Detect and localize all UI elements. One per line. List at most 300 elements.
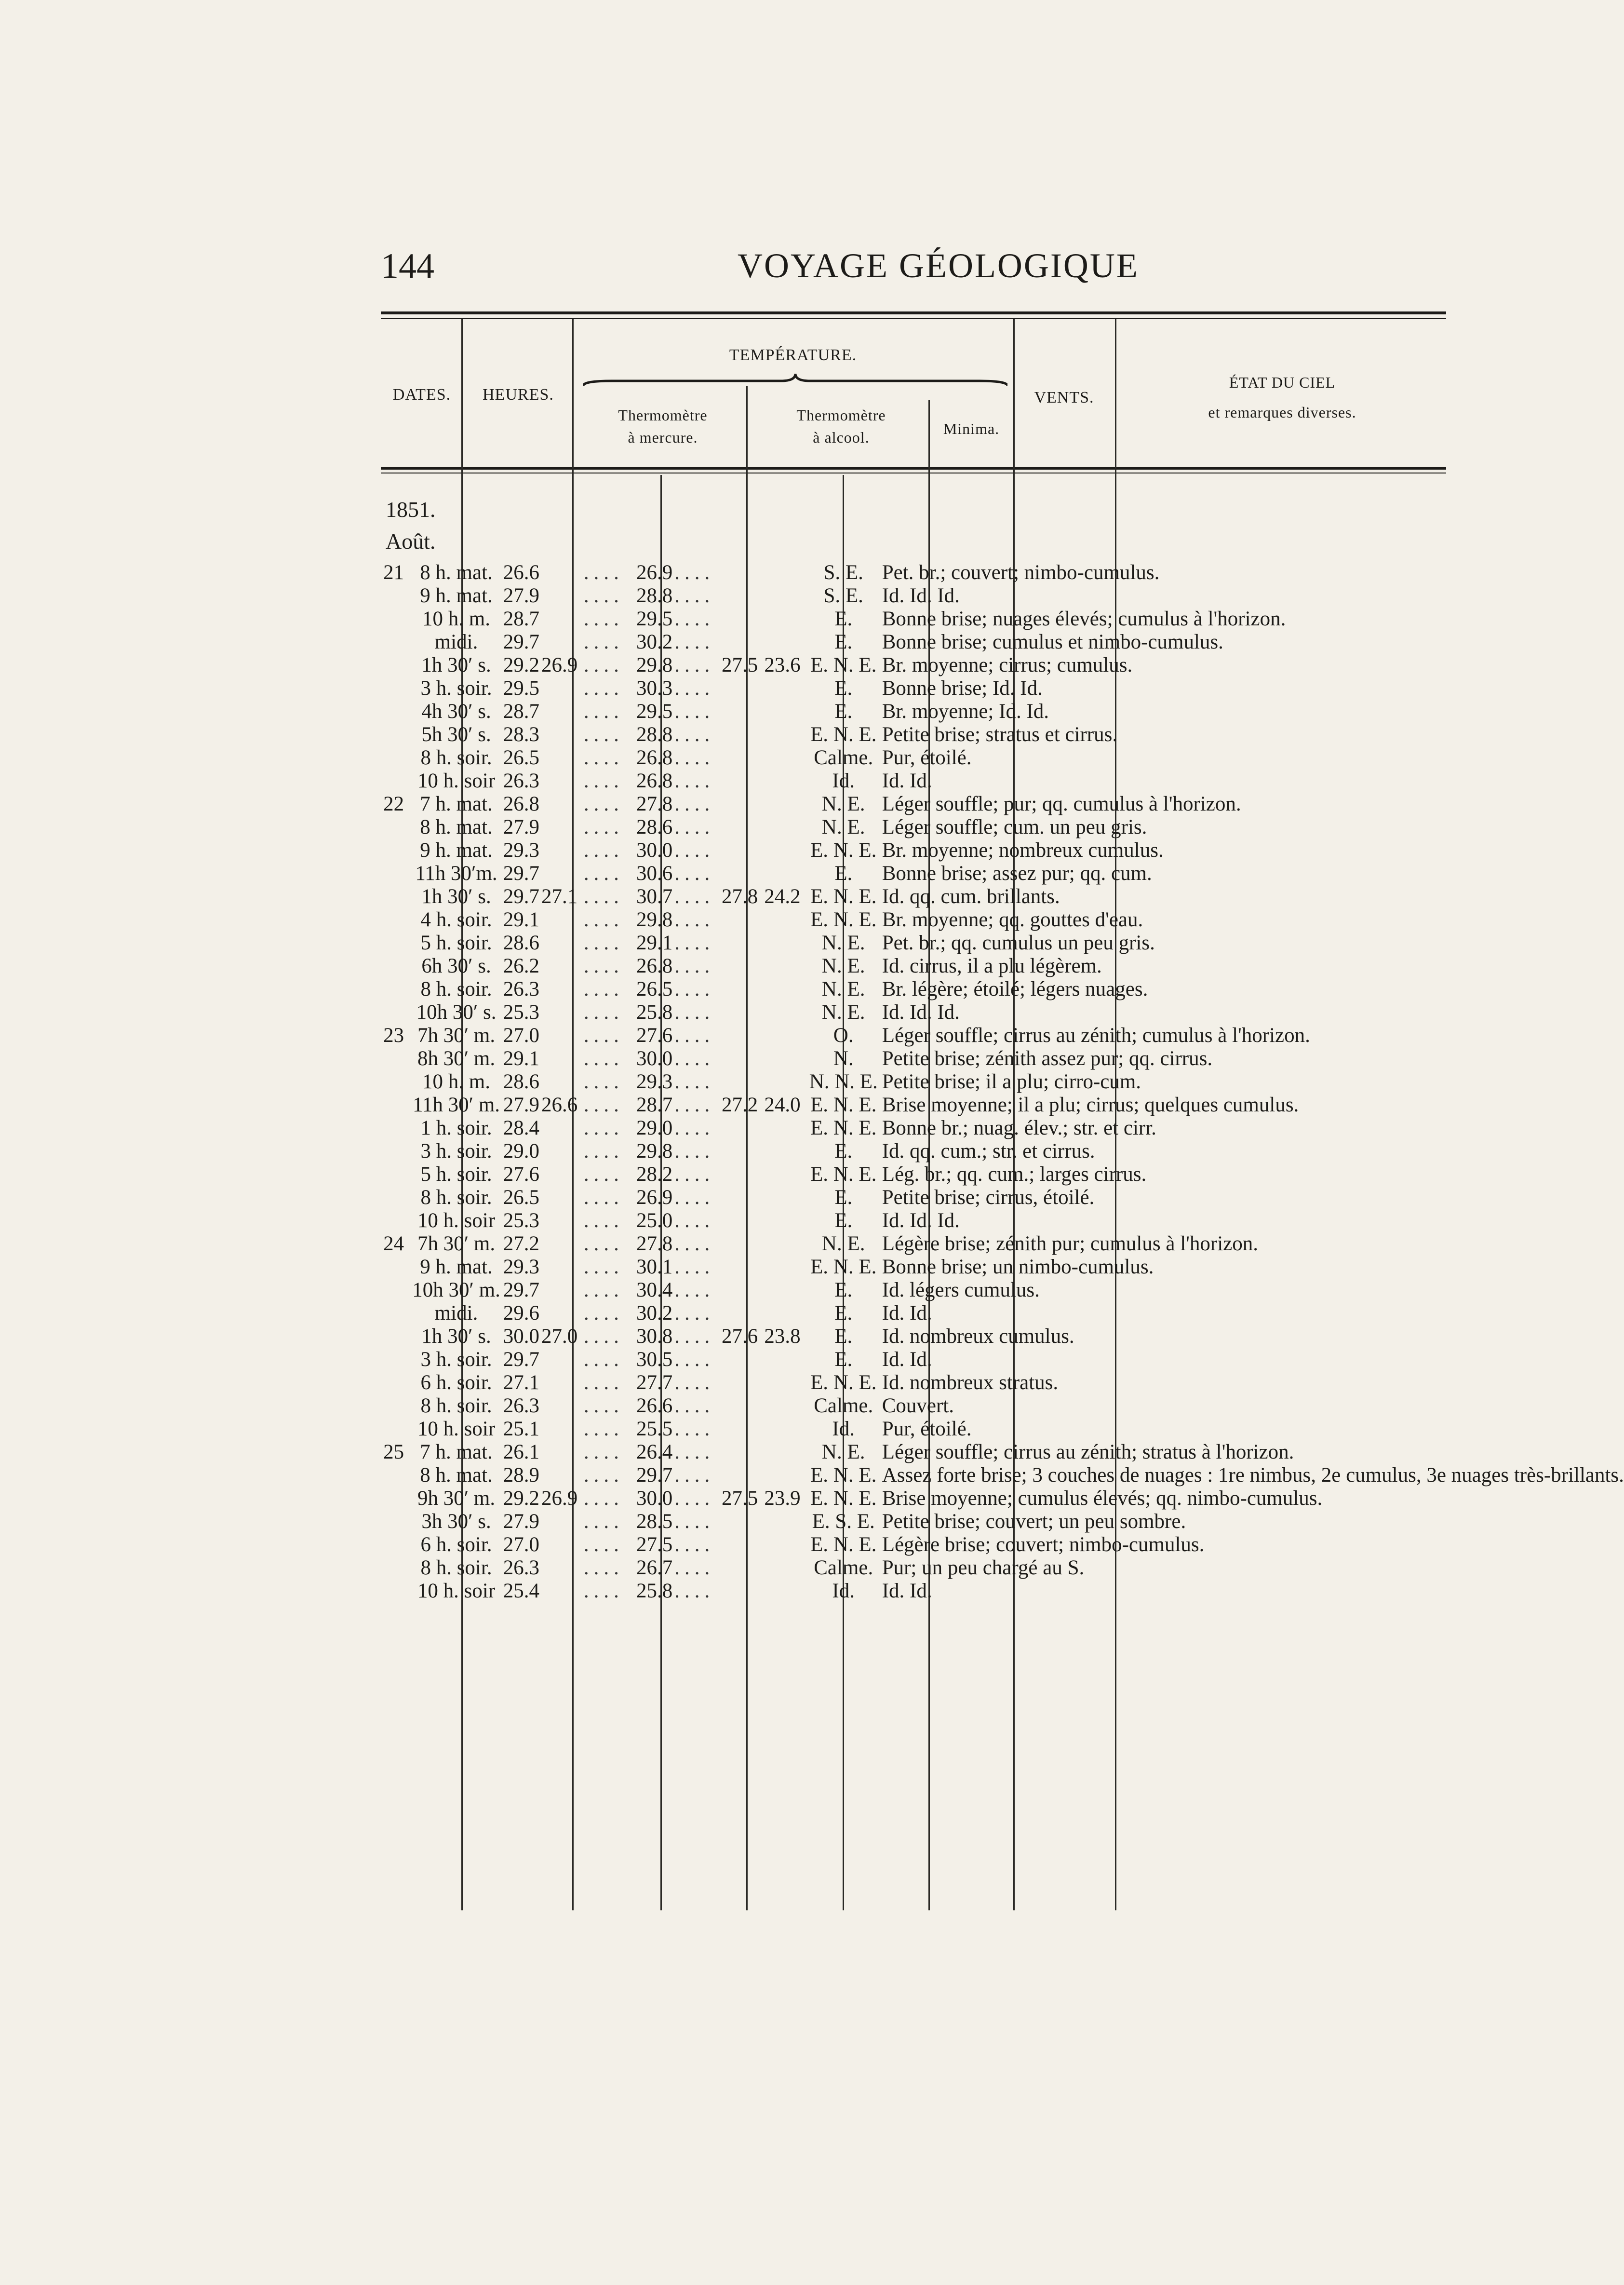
row-mercure: 29.7 xyxy=(503,862,540,885)
temperature-brace xyxy=(583,371,1007,391)
row-heure: 3h 30′ s. xyxy=(421,1510,491,1533)
row-minima xyxy=(760,1556,805,1580)
row-minima xyxy=(760,677,805,700)
row-remarques: Légère brise; couvert; nimbo-cumulus. xyxy=(882,1533,1205,1556)
row-leader: .... xyxy=(583,1117,624,1139)
row-alcool: 28.8 xyxy=(636,723,673,746)
row-vent: E. N. E. xyxy=(810,885,877,908)
row-date xyxy=(376,1256,411,1279)
row-mercure-moyenne xyxy=(541,839,584,862)
row-vent: N. N. E. xyxy=(809,1070,878,1093)
table-row xyxy=(376,1394,1624,1418)
row-leader: .... xyxy=(583,1441,624,1463)
row-minima xyxy=(760,1047,805,1070)
row-remarques: Bonne brise; Id. Id. xyxy=(882,677,1043,700)
table-row xyxy=(376,1556,1624,1580)
row-date xyxy=(376,1487,411,1510)
row-mercure-moyenne xyxy=(541,816,584,839)
row-heure: 1h 30′ s. xyxy=(421,1325,491,1348)
row-alcool: 29.8 xyxy=(636,654,673,676)
row-leader: .... xyxy=(583,1533,624,1556)
row-remarques: Petite brise; cirrus, étoilé. xyxy=(882,1186,1095,1209)
table-row xyxy=(376,1232,1624,1256)
row-date xyxy=(376,631,411,654)
row-vent: Calme. xyxy=(814,1394,873,1417)
row-leader: .... xyxy=(583,1487,624,1510)
row-minima xyxy=(760,1163,805,1186)
row-mercure-moyenne xyxy=(541,1047,584,1070)
row-mercure: 26.3 xyxy=(503,770,540,792)
row-mercure: 29.5 xyxy=(503,677,540,700)
row-alcool-moyenne xyxy=(720,1418,760,1441)
row-leader: .... xyxy=(674,908,715,931)
row-mercure: 27.2 xyxy=(503,1232,540,1255)
row-heure: 10 h. m. xyxy=(422,608,490,630)
row-mercure: 28.7 xyxy=(503,608,540,630)
row-leader: .... xyxy=(583,1232,624,1255)
table-row xyxy=(376,839,1624,862)
row-minima: 23.6 xyxy=(764,654,801,676)
row-alcool: 28.2 xyxy=(636,1163,673,1186)
header-vents: VENTS. xyxy=(1034,389,1094,406)
row-leader: .... xyxy=(674,1418,715,1440)
row-leader: .... xyxy=(674,746,715,769)
observations-table xyxy=(376,561,1624,1603)
row-alcool: 27.8 xyxy=(636,1232,673,1255)
row-vent: E. xyxy=(834,1325,853,1348)
row-mercure: 26.1 xyxy=(503,1441,540,1463)
row-leader: .... xyxy=(674,654,715,676)
table-row xyxy=(376,1510,1624,1533)
row-leader: .... xyxy=(674,700,715,723)
row-heure: 10 h. soir xyxy=(417,1418,496,1440)
row-date xyxy=(376,1464,411,1487)
row-heure: 9 h. mat. xyxy=(420,839,493,862)
row-remarques: Petite brise; zénith assez pur; qq. cirrus. xyxy=(882,1047,1213,1070)
row-date xyxy=(376,816,411,839)
row-alcool: 30.0 xyxy=(636,839,673,862)
row-leader: .... xyxy=(674,816,715,838)
row-heure: 8 h. mat. xyxy=(420,561,493,584)
header-etat xyxy=(1118,371,1446,423)
table-row xyxy=(376,978,1624,1001)
row-heure: 10 h. soir xyxy=(417,1209,496,1232)
row-mercure-moyenne: 27.0 xyxy=(541,1325,578,1348)
row-leader: .... xyxy=(583,978,624,1001)
row-alcool: 29.5 xyxy=(636,700,673,723)
row-mercure-moyenne xyxy=(541,978,584,1001)
row-alcool: 30.8 xyxy=(636,1325,673,1348)
row-heure: 7 h. mat. xyxy=(420,793,493,815)
row-leader: .... xyxy=(674,1209,715,1232)
table-row xyxy=(376,677,1624,700)
row-mercure: 29.7 xyxy=(503,885,540,908)
row-date xyxy=(376,1163,411,1186)
row-leader: .... xyxy=(674,1024,715,1047)
row-date xyxy=(376,1394,411,1418)
row-mercure-moyenne xyxy=(541,1001,584,1024)
row-leader: .... xyxy=(674,1510,715,1533)
row-alcool-moyenne xyxy=(720,1232,760,1256)
row-alcool-moyenne xyxy=(720,1047,760,1070)
row-heure: 11h 30′m. xyxy=(415,862,497,885)
row-remarques: Légère brise; zénith pur; cumulus à l'horizon. xyxy=(882,1232,1258,1255)
table-row xyxy=(376,955,1624,978)
row-alcool: 26.8 xyxy=(636,746,673,769)
row-vent: E. xyxy=(834,1140,853,1163)
row-alcool: 30.0 xyxy=(636,1047,673,1070)
row-date xyxy=(376,1418,411,1441)
row-leader: .... xyxy=(674,1047,715,1070)
row-heure: 8 h. mat. xyxy=(420,816,493,838)
row-mercure: 27.9 xyxy=(503,1510,540,1533)
row-minima xyxy=(760,1209,805,1232)
row-leader: .... xyxy=(674,839,715,862)
table-row xyxy=(376,1140,1624,1163)
row-mercure: 28.6 xyxy=(503,1070,540,1093)
row-leader: .... xyxy=(674,1163,715,1186)
row-remarques: Id. Id. xyxy=(882,770,932,792)
row-mercure-moyenne xyxy=(541,1186,584,1209)
row-mercure: 25.3 xyxy=(503,1001,540,1024)
row-remarques: Pur, étoilé. xyxy=(882,1418,972,1440)
row-vent: E. xyxy=(834,608,853,630)
row-leader: .... xyxy=(583,561,624,584)
row-mercure: 29.6 xyxy=(503,1302,540,1325)
table-row xyxy=(376,1094,1624,1117)
row-alcool: 30.1 xyxy=(636,1256,673,1278)
row-mercure-moyenne: 26.6 xyxy=(541,1094,578,1116)
row-vent: E. xyxy=(834,631,853,653)
row-heure: 8 h. soir. xyxy=(420,978,492,1001)
row-heure: 10 h. soir xyxy=(417,770,496,792)
table-row xyxy=(376,932,1624,955)
header-dates: DATES. xyxy=(392,386,451,404)
row-leader: .... xyxy=(674,770,715,792)
row-date xyxy=(376,770,411,793)
table-row xyxy=(376,1487,1624,1510)
row-date xyxy=(376,1348,411,1371)
row-alcool: 26.6 xyxy=(636,1394,673,1417)
row-leader: .... xyxy=(583,1464,624,1487)
row-alcool-moyenne xyxy=(720,1371,760,1394)
row-alcool-moyenne xyxy=(720,631,760,654)
table-row xyxy=(376,631,1624,654)
row-leader: .... xyxy=(583,770,624,792)
row-remarques: Pur; un peu chargé au S. xyxy=(882,1556,1085,1579)
row-alcool: 30.5 xyxy=(636,1348,673,1371)
row-date xyxy=(376,1533,411,1556)
row-heure: 4 h. soir. xyxy=(420,908,492,931)
row-alcool-moyenne xyxy=(720,1394,760,1418)
row-date xyxy=(376,862,411,885)
table-row xyxy=(376,1302,1624,1325)
row-alcool: 30.3 xyxy=(636,677,673,700)
row-alcool-moyenne xyxy=(720,1279,760,1302)
table-row xyxy=(376,1186,1624,1209)
row-remarques: Id. nombreux cumulus. xyxy=(882,1325,1074,1348)
row-alcool: 28.8 xyxy=(636,584,673,607)
row-heure: 6 h. soir. xyxy=(420,1533,492,1556)
row-leader: .... xyxy=(583,1024,624,1047)
row-mercure: 27.9 xyxy=(503,816,540,838)
row-leader: .... xyxy=(674,1001,715,1024)
row-remarques: Id. Id. xyxy=(882,1580,932,1602)
row-leader: .... xyxy=(583,1580,624,1602)
row-mercure: 29.3 xyxy=(503,839,540,862)
table-row xyxy=(376,1348,1624,1371)
row-mercure-moyenne xyxy=(541,1580,584,1603)
row-heure: midi. xyxy=(434,1302,478,1325)
row-alcool: 29.8 xyxy=(636,908,673,931)
row-leader: .... xyxy=(583,1418,624,1440)
row-mercure-moyenne xyxy=(541,1510,584,1533)
row-minima xyxy=(760,1279,805,1302)
row-mercure: 29.7 xyxy=(503,1348,540,1371)
row-remarques: Br. moyenne; cirrus; cumulus. xyxy=(882,654,1133,676)
row-alcool-moyenne xyxy=(720,1070,760,1094)
header-thermo-alcool-line2: à alcool. xyxy=(813,429,870,446)
row-mercure-moyenne: 27.1 xyxy=(541,885,578,908)
table-row xyxy=(376,862,1624,885)
table-row xyxy=(376,1418,1624,1441)
table-row xyxy=(376,1464,1624,1487)
row-vent: Calme. xyxy=(814,746,873,769)
row-date: 22 xyxy=(383,793,404,815)
row-heure: 8 h. mat. xyxy=(420,1464,493,1487)
row-heure: 5h 30′ s. xyxy=(421,723,491,746)
row-alcool: 29.5 xyxy=(636,608,673,630)
row-mercure-moyenne xyxy=(541,700,584,723)
row-minima: 23.8 xyxy=(764,1325,801,1348)
row-minima xyxy=(760,584,805,608)
running-title: VOYAGE GÉOLOGIQUE xyxy=(738,246,1139,285)
row-mercure-moyenne xyxy=(541,561,584,584)
row-vent: E. N. E. xyxy=(810,839,877,862)
row-alcool-moyenne xyxy=(720,908,760,932)
row-leader: .... xyxy=(674,631,715,653)
row-mercure-moyenne xyxy=(541,1163,584,1186)
row-date xyxy=(376,932,411,955)
row-remarques: Lég. br.; qq. cum.; larges cirrus. xyxy=(882,1163,1147,1186)
row-date xyxy=(376,746,411,770)
row-mercure: 25.3 xyxy=(503,1209,540,1232)
row-remarques: Id. Id. Id. xyxy=(882,1209,960,1232)
table-row xyxy=(376,1279,1624,1302)
row-remarques: Brise moyenne; il a plu; cirrus; quelques cumulus. xyxy=(882,1094,1299,1116)
row-remarques: Bonne brise; nuages élevés; cumulus à l'horizon. xyxy=(882,608,1286,630)
row-alcool-moyenne xyxy=(720,1302,760,1325)
row-leader: .... xyxy=(583,1186,624,1209)
row-alcool-moyenne xyxy=(720,978,760,1001)
row-leader: .... xyxy=(583,1510,624,1533)
header-thermo-mercure xyxy=(578,404,747,448)
row-leader: .... xyxy=(674,1441,715,1463)
row-mercure-moyenne xyxy=(541,1302,584,1325)
row-alcool-moyenne: 27.6 xyxy=(721,1325,758,1348)
header-heures: HEURES. xyxy=(483,386,554,404)
row-remarques: Id. qq. cum.; str. et cirrus. xyxy=(882,1140,1095,1163)
row-minima xyxy=(760,908,805,932)
row-vent: E. xyxy=(834,1302,853,1325)
row-mercure-moyenne xyxy=(541,1371,584,1394)
row-alcool-moyenne xyxy=(720,1256,760,1279)
row-date xyxy=(376,584,411,608)
table-row xyxy=(376,723,1624,746)
row-remarques: Léger souffle; cirrus au zénith; stratus à l'horizon. xyxy=(882,1441,1294,1463)
row-mercure-moyenne xyxy=(541,1441,584,1464)
row-leader: .... xyxy=(583,955,624,977)
row-leader: .... xyxy=(674,1556,715,1579)
row-mercure: 27.1 xyxy=(503,1371,540,1394)
row-minima xyxy=(760,770,805,793)
row-alcool-moyenne xyxy=(720,608,760,631)
row-alcool: 26.4 xyxy=(636,1441,673,1463)
row-vent: N. xyxy=(833,1047,854,1070)
row-minima xyxy=(760,1256,805,1279)
row-remarques: Assez forte brise; 3 couches de nuages : 1re nimbus, 2e cumulus, 3e nuages très-brillants. xyxy=(882,1464,1624,1487)
row-minima: 24.0 xyxy=(764,1094,801,1116)
header-rule-thick xyxy=(381,467,1446,470)
row-mercure: 27.9 xyxy=(503,584,540,607)
row-alcool: 29.7 xyxy=(636,1464,673,1487)
row-mercure-moyenne xyxy=(541,1418,584,1441)
row-alcool: 27.6 xyxy=(636,1024,673,1047)
row-minima xyxy=(760,978,805,1001)
row-vent: N. E. xyxy=(821,932,865,954)
row-heure: 9 h. mat. xyxy=(420,584,493,607)
row-leader: .... xyxy=(583,1325,624,1348)
row-leader: .... xyxy=(674,1533,715,1556)
row-minima xyxy=(760,1232,805,1256)
row-alcool-moyenne xyxy=(720,793,760,816)
row-vent: N. E. xyxy=(821,1001,865,1024)
row-leader: .... xyxy=(674,885,715,908)
row-leader: .... xyxy=(674,1464,715,1487)
row-date xyxy=(376,1556,411,1580)
row-remarques: Bonne brise; un nimbo-cumulus. xyxy=(882,1256,1154,1278)
row-date xyxy=(376,700,411,723)
row-minima xyxy=(760,793,805,816)
row-alcool-moyenne xyxy=(720,1580,760,1603)
row-minima xyxy=(760,1441,805,1464)
row-mercure: 26.8 xyxy=(503,793,540,815)
row-vent: E. N. E. xyxy=(810,1117,877,1139)
row-remarques: Id. légers cumulus. xyxy=(882,1279,1040,1301)
row-date: 21 xyxy=(383,561,404,584)
row-leader: .... xyxy=(583,1302,624,1325)
row-leader: .... xyxy=(583,1371,624,1394)
row-minima xyxy=(760,1140,805,1163)
row-mercure-moyenne xyxy=(541,1464,584,1487)
row-mercure-moyenne xyxy=(541,1394,584,1418)
row-vent: E. N. E. xyxy=(810,1256,877,1278)
row-vent: E. xyxy=(834,700,853,723)
row-heure: 10 h. m. xyxy=(422,1070,490,1093)
row-date xyxy=(376,677,411,700)
row-leader: .... xyxy=(674,1117,715,1139)
row-remarques: Id. Id. xyxy=(882,1348,932,1371)
row-mercure: 27.0 xyxy=(503,1024,540,1047)
row-mercure: 29.7 xyxy=(503,1279,540,1301)
row-alcool: 29.8 xyxy=(636,1140,673,1163)
row-heure: 9h 30′ m. xyxy=(417,1487,496,1510)
row-mercure-moyenne xyxy=(541,793,584,816)
row-leader: .... xyxy=(583,746,624,769)
row-leader: .... xyxy=(674,1487,715,1510)
row-leader: .... xyxy=(583,885,624,908)
row-leader: .... xyxy=(583,1556,624,1579)
row-minima xyxy=(760,1001,805,1024)
row-alcool: 26.9 xyxy=(636,1186,673,1209)
row-remarques: Bonne brise; assez pur; qq. cum. xyxy=(882,862,1152,885)
table-row xyxy=(376,908,1624,932)
month-label: Août. xyxy=(386,529,436,554)
row-heure: 3 h. soir. xyxy=(420,1348,492,1371)
row-minima xyxy=(760,1533,805,1556)
row-leader: .... xyxy=(674,1394,715,1417)
row-leader: .... xyxy=(583,1348,624,1371)
row-heure: 1h 30′ s. xyxy=(421,885,491,908)
row-heure: 10h 30′ s. xyxy=(416,1001,497,1024)
row-leader: .... xyxy=(583,608,624,630)
row-alcool-moyenne xyxy=(720,1441,760,1464)
table-row xyxy=(376,700,1624,723)
table-row xyxy=(376,1117,1624,1140)
row-alcool: 25.8 xyxy=(636,1580,673,1602)
table-row xyxy=(376,584,1624,608)
header-etat-line1: ÉTAT DU CIEL xyxy=(1229,374,1336,391)
row-vent: E. N. E. xyxy=(810,1163,877,1186)
row-minima xyxy=(760,1070,805,1094)
row-mercure: 28.7 xyxy=(503,700,540,723)
table-row xyxy=(376,608,1624,631)
row-mercure: 27.6 xyxy=(503,1163,540,1186)
row-alcool-moyenne: 27.5 xyxy=(721,654,758,676)
row-heure: 3 h. soir. xyxy=(420,1140,492,1163)
row-minima xyxy=(760,631,805,654)
row-leader: .... xyxy=(583,1140,624,1163)
row-mercure: 29.7 xyxy=(503,631,540,653)
row-vent: E. xyxy=(834,1279,853,1301)
row-vent: E. N. E. xyxy=(810,1094,877,1116)
row-mercure: 28.4 xyxy=(503,1117,540,1139)
header-thermo-mercure-line2: à mercure. xyxy=(628,429,698,446)
header-thermo-alcool xyxy=(752,404,930,448)
row-leader: .... xyxy=(674,1371,715,1394)
row-mercure: 27.0 xyxy=(503,1533,540,1556)
row-minima xyxy=(760,1418,805,1441)
row-remarques: Id. Id. Id. xyxy=(882,1001,960,1024)
row-leader: .... xyxy=(674,1348,715,1371)
row-heure: 8 h. soir. xyxy=(420,746,492,769)
row-leader: .... xyxy=(674,1580,715,1602)
table-row xyxy=(376,885,1624,908)
table-row xyxy=(376,1209,1624,1232)
row-mercure: 26.6 xyxy=(503,561,540,584)
row-remarques: Léger souffle; cum. un peu gris. xyxy=(882,816,1147,838)
row-minima: 23.9 xyxy=(764,1487,801,1510)
row-vent: Id. xyxy=(832,770,855,792)
row-alcool-moyenne xyxy=(720,561,760,584)
row-leader: .... xyxy=(583,654,624,676)
row-minima xyxy=(760,932,805,955)
row-remarques: Léger souffle; cirrus au zénith; cumulus à l'horizon. xyxy=(882,1024,1310,1047)
row-mercure-moyenne xyxy=(541,1556,584,1580)
row-leader: .... xyxy=(674,1094,715,1116)
row-remarques: Br. légère; étoilé; légers nuages. xyxy=(882,978,1148,1001)
row-mercure: 29.1 xyxy=(503,1047,540,1070)
